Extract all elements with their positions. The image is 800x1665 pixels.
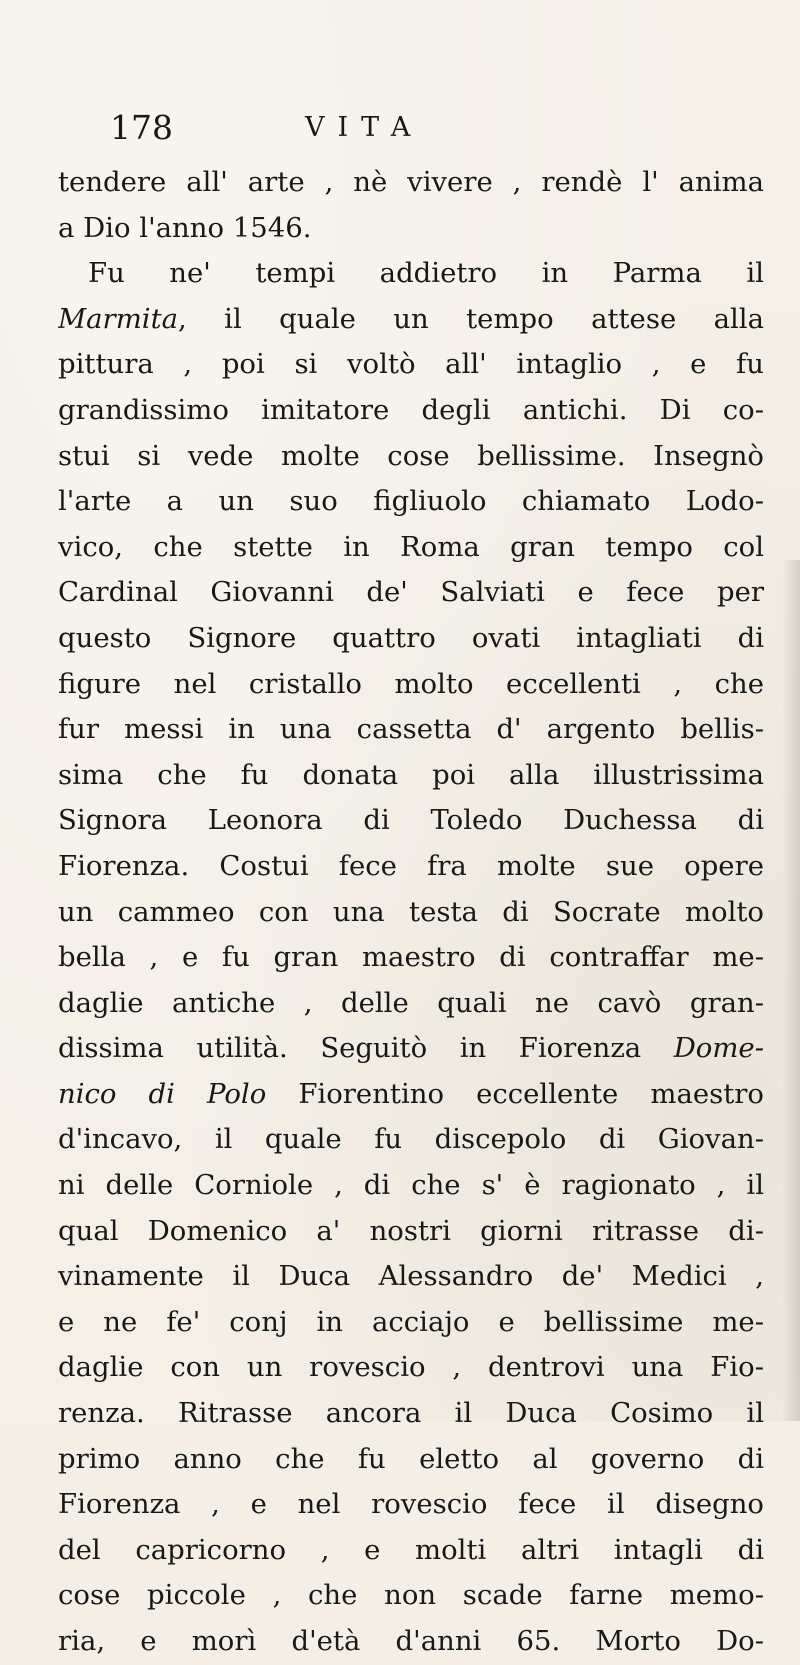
italic-name: nico di Polo <box>58 1077 267 1110</box>
text-line: pittura , poi si voltò all' intaglio , e fu <box>58 348 764 381</box>
text-line: Fiorenza. Costui fece fra molte sue opere <box>58 849 764 882</box>
text-line: cose piccole , che non scade farne memo- <box>58 1579 764 1612</box>
text-line: primo anno che fu eletto al governo di <box>58 1442 764 1475</box>
text-line: Fu ne' tempi addietro in Parma il <box>88 257 764 290</box>
text-line: qual Domenico a' nostri giorni ritrasse di- <box>58 1214 764 1247</box>
text-line: Signora Leonora di Toledo Duchessa di <box>58 804 764 837</box>
text-line: Marmita, il quale un tempo attese alla <box>58 302 764 335</box>
page-edge-shadow <box>782 560 800 1421</box>
text-line: renza. Ritrasse ancora il Duca Cosimo il <box>58 1397 764 1430</box>
text-line: grandissimo imitatore degli antichi. Di co- <box>58 393 764 426</box>
text-line: d'incavo, il quale fu discepolo di Giovan- <box>58 1123 764 1156</box>
text-line: nico di Polo Fiorentino eccellente maestro <box>58 1077 764 1110</box>
text-line: questo Signore quattro ovati intagliati di <box>58 621 764 654</box>
text-line: l'arte a un suo figliuolo chiamato Lodo- <box>58 485 764 518</box>
text-line: un cammeo con una testa di Socrate molto <box>58 895 764 928</box>
text-line: bella , e fu gran maestro di contraffar me- <box>58 941 764 974</box>
text-line: ria, e morì d'età d'anni 65. Morto Do- <box>58 1625 764 1657</box>
text-line: stui si vede molte cose bellissime. Insegnò <box>58 439 764 472</box>
text-line: sima che fu donata poi alla illustrissima <box>58 758 764 791</box>
text-line: del capricorno , e molti altri intagli di <box>58 1533 764 1566</box>
text-line: fur messi in una cassetta d' argento bellis- <box>58 713 764 746</box>
text-line: Cardinal Giovanni de' Salviati e fece per <box>58 576 764 609</box>
text-line: vinamente il Duca Alessandro de' Medici , <box>58 1260 764 1293</box>
text-line: a Dio l'anno 1546. <box>58 211 312 244</box>
text-line: tendere all' arte , nè vivere , rendè l' anima <box>58 166 764 198</box>
text-line: e ne fe' conj in acciajo e bellissime me- <box>58 1305 764 1338</box>
text-line: ni delle Corniole , di che s' è ragionato , il <box>58 1169 764 1202</box>
italic-name: Marmita <box>58 302 179 335</box>
text-line: daglie antiche , delle quali ne cavò gran- <box>58 986 764 1019</box>
page-number: 178 <box>110 108 173 147</box>
text-line: dissima utilità. Seguitò in Fiorenza Dome- <box>58 1032 764 1065</box>
running-head: VITA <box>305 112 424 143</box>
text-line: Fiorenza , e nel rovescio fece il disegno <box>58 1488 764 1521</box>
text-line: vico, che stette in Roma gran tempo col <box>58 530 764 563</box>
body-text <box>58 160 764 1665</box>
text-line: figure nel cristallo molto eccellenti , che <box>58 667 764 700</box>
text-line: daglie con un rovescio , dentrovi una Fio- <box>58 1351 764 1384</box>
italic-name: Dome- <box>673 1032 764 1065</box>
page-header <box>110 108 710 148</box>
